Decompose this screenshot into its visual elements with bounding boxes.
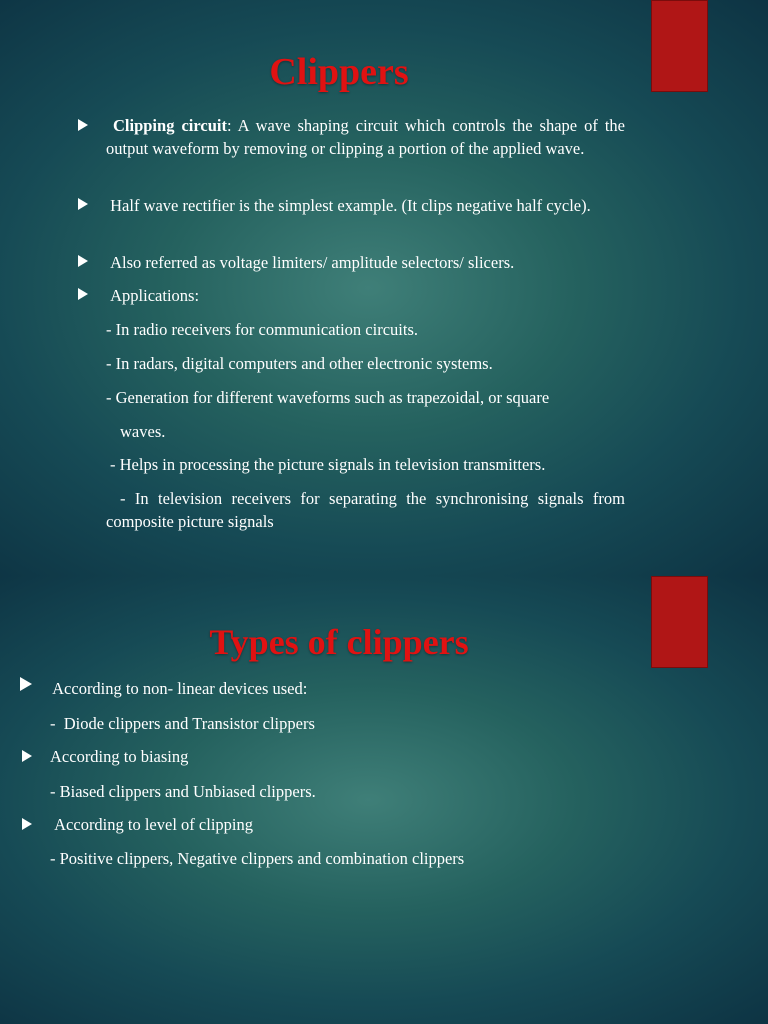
bullet-applications — [106, 284, 625, 307]
slide-title: Clippers — [269, 51, 409, 93]
bullet-arrow-icon — [20, 677, 32, 691]
bullet-half-wave — [106, 194, 625, 217]
application-item-text: - In television receivers for separating the synchronising signals from composite picture signals — [106, 489, 625, 531]
type-item-text: According to level of clipping — [54, 815, 253, 834]
type-item-text: According to non- linear devices used: — [52, 679, 308, 698]
bullet-arrow-icon — [22, 818, 32, 830]
type-item — [48, 677, 648, 700]
bullet-applications-text: Applications: — [110, 286, 200, 305]
bullet-clipping-circuit — [106, 114, 625, 160]
application-item: - Generation for different waveforms such as trapezoidal, or square — [106, 388, 550, 407]
bullet-arrow-icon — [78, 288, 88, 300]
application-item: - In radars, digital computers and other electronic systems. — [106, 354, 493, 373]
type-sub-item: - Biased clippers and Unbiased clippers. — [50, 782, 316, 801]
application-item: - In radio receivers for communication circuits. — [106, 320, 419, 339]
bullet-half-wave-text: Half wave rectifier is the simplest example. (It clips negative half cycle). — [110, 196, 591, 215]
type-sub-item: - Positive clippers, Negative clippers and combination clippers — [50, 849, 465, 868]
application-item — [106, 487, 625, 533]
application-item: - Helps in processing the picture signals in television transmitters. — [110, 455, 546, 474]
type-item — [50, 813, 650, 836]
bullet-also-referred — [106, 251, 625, 274]
bullet-arrow-icon — [22, 750, 32, 762]
term-clipping-circuit: Clipping circuit — [113, 116, 227, 135]
bullet-arrow-icon — [78, 119, 88, 131]
bullet-also-referred-text: Also referred as voltage limiters/ amplitude selectors/ slicers. — [110, 253, 515, 272]
type-item: According to biasing — [50, 747, 189, 766]
slide-types-of-clippers — [0, 576, 768, 1024]
bullet-arrow-icon — [78, 255, 88, 267]
definition-clipping-circuit: : A wave shaping circuit which controls the shape of the output waveform by removing or clipping a portion of the applied wave. — [106, 116, 626, 158]
slide-title: Types of clippers — [209, 622, 469, 662]
application-item-continued: waves. — [120, 422, 166, 441]
type-sub-item: - Diode clippers and Transistor clippers — [50, 714, 315, 733]
bullet-arrow-icon — [78, 198, 88, 210]
